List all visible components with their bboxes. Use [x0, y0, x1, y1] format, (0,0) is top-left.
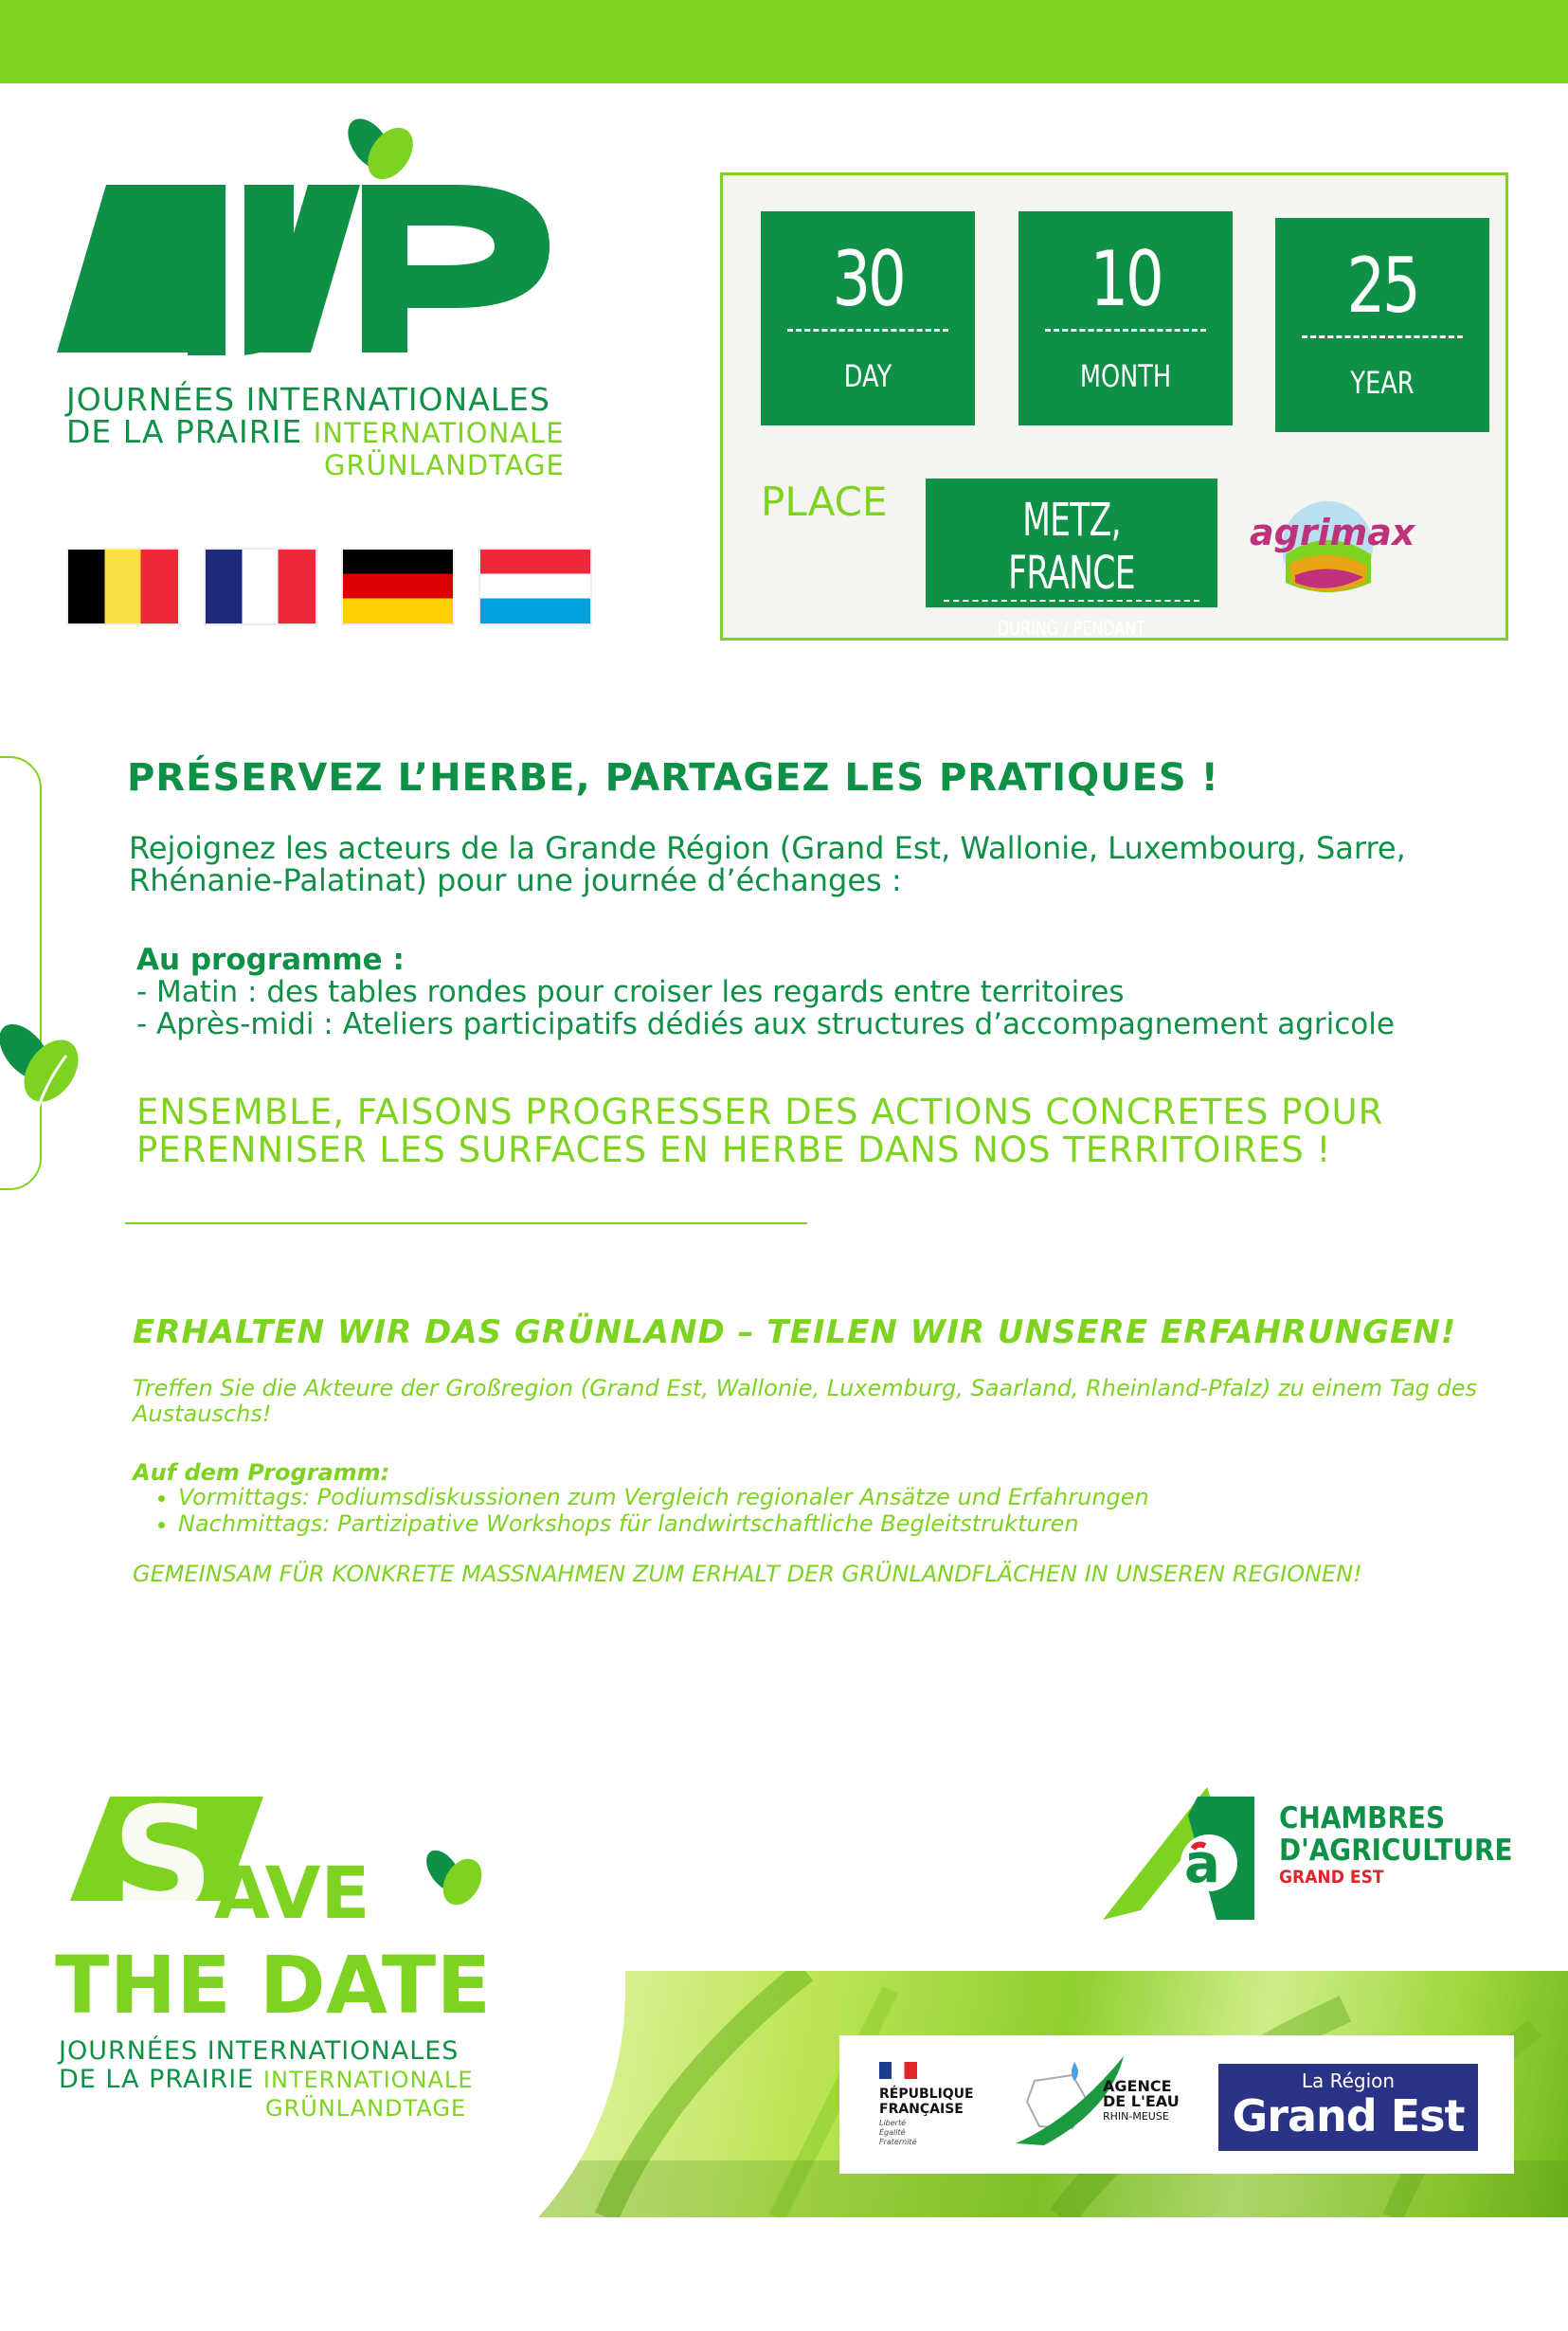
- marianne-flag-icon: [879, 2062, 917, 2079]
- svg-text:S: S: [112, 1797, 215, 1942]
- partner-logos: [839, 2035, 1514, 2174]
- region-line1: La Région: [1301, 2069, 1396, 2092]
- de-program-heading: Auf dem Programm:: [133, 1459, 390, 1486]
- fr-program-item: - Matin : des tables rondes pour croiser les regards entre territoires: [136, 975, 1125, 1009]
- save-the-date-logo: [55, 1797, 500, 2033]
- france-flag-icon: [206, 550, 315, 623]
- logo-name-line3: GRÜNLANDTAGE: [324, 449, 565, 481]
- de-program-item: • Nachmittags: Partizipative Workshops für landwirtschaftliche Begleitstrukturen: [178, 1510, 1542, 1537]
- month-tile: [1018, 211, 1233, 425]
- chambres-line2: D'AGRICULTURE: [1279, 1834, 1513, 1868]
- place-label: PLACE: [761, 479, 888, 525]
- fr-program-item: - Après-midi : Ateliers participatifs dédiés aux structures d’accompagnement agricole: [136, 1007, 1395, 1041]
- belgium-flag-icon: [68, 550, 178, 623]
- svg-text:a: a: [1184, 1834, 1220, 1895]
- rf-motto: Égalité: [879, 2128, 906, 2137]
- save-name-line2a: DE LA PRAIRIE: [59, 2065, 255, 2094]
- chambres-line1: CHAMBRES: [1279, 1801, 1446, 1835]
- logo-name-line2a: DE LA PRAIRIE: [66, 413, 303, 450]
- germany-flag-icon: [343, 550, 453, 623]
- agence-line: DE L'EAU: [1103, 2092, 1180, 2110]
- republique-francaise-logo: [879, 2062, 974, 2147]
- chambres-agriculture-name: [1279, 1802, 1513, 1888]
- agence-eau-name: [1103, 2079, 1180, 2124]
- day-label: DAY: [843, 358, 892, 394]
- rf-motto: Fraternité: [879, 2138, 917, 2146]
- place-city: METZ, FRANCE: [1008, 494, 1135, 600]
- chambres-line3: GRAND EST: [1279, 1867, 1384, 1888]
- de-program-item: • Vormittags: Podiumsdiskussionen zum Vergleich regionaler Ansätze und Erfahrungen: [178, 1484, 1542, 1510]
- logo-name: [66, 381, 597, 481]
- year-tile: [1275, 218, 1489, 432]
- rf-motto: Liberté: [879, 2119, 907, 2127]
- day-tile: [761, 211, 975, 425]
- luxembourg-flag-icon: [480, 550, 590, 623]
- rf-title: RÉPUBLIQUE: [879, 2087, 974, 2102]
- year-value: 25: [1346, 242, 1418, 330]
- event-info-panel: [720, 172, 1508, 641]
- de-program-list: [133, 1484, 1542, 1537]
- save-the-date-name: [59, 2037, 504, 2123]
- fr-program: [136, 944, 1501, 1040]
- month-label: MONTH: [1079, 358, 1172, 394]
- save-name-line1: JOURNÉES INTERNATIONALES: [59, 2036, 460, 2066]
- save-name-line2b: INTERNATIONALE: [262, 2067, 474, 2093]
- de-intro: Treffen Sie die Akteure der Großregion (Grand Est, Wallonie, Luxemburg, Saarland, Rheinland-Pfalz) zu einem Tag des Austauschs!: [133, 1375, 1478, 1427]
- place-tile: [926, 479, 1217, 640]
- year-label: YEAR: [1350, 365, 1415, 401]
- region-grand-est-logo: [1218, 2064, 1478, 2151]
- fr-program-heading: Au programme :: [136, 943, 405, 977]
- leaf-icon: [0, 1004, 85, 1118]
- agrimax-logo-text: agrimax: [1250, 512, 1415, 553]
- fr-intro: Rejoignez les acteurs de la Grande Région (Grand Est, Wallonie, Luxembourg, Sarre, Rhénanie-Palatinat) pour une journée d’échanges :: [129, 830, 1406, 898]
- save-line2: THE DATE: [55, 1939, 491, 2032]
- save-line1: AVE: [214, 1851, 370, 1935]
- agence-line: AGENCE: [1103, 2077, 1172, 2095]
- day-value: 30: [832, 235, 904, 323]
- top-banner: [0, 0, 1568, 83]
- side-bracket: [0, 756, 42, 1190]
- logo-name-line2b: INTERNATIONALE: [313, 417, 565, 449]
- de-call-to-action: GEMEINSAM FÜR KONKRETE MASSNAHMEN ZUM ERHALT DER GRÜNLANDFLÄCHEN IN UNSEREN REGIONEN!: [133, 1561, 1362, 1587]
- fr-title: PRÉSERVEZ L’HERBE, PARTAGEZ LES PRATIQUES !: [127, 756, 1219, 800]
- rf-title: FRANÇAISE: [879, 2102, 964, 2117]
- chambres-agriculture-logo: [1103, 1787, 1254, 1924]
- logo-name-line1: JOURNÉES INTERNATIONALES: [66, 381, 550, 418]
- agrimax-logo: [1242, 488, 1432, 602]
- fr-call-to-action: ENSEMBLE, FAISONS PROGRESSER DES ACTIONS CONCRETES POUR PERENNISER LES SURFACES EN HERBE DANS NOS TERRITOIRES !: [136, 1092, 1384, 1170]
- region-line2: Grand Est: [1232, 2090, 1465, 2141]
- jip-logo: [57, 104, 587, 360]
- month-value: 10: [1090, 235, 1162, 323]
- save-name-line3: GRÜNLANDTAGE: [265, 2095, 467, 2122]
- section-divider: [125, 1222, 807, 1224]
- de-title: ERHALTEN WIR DAS GRÜNLAND – TEILEN WIR UNSERE ERFAHRUNGEN!: [133, 1313, 1457, 1351]
- agence-line: RHIN-MEUSE: [1103, 2110, 1169, 2123]
- place-sub: DURING / PENDANT: [997, 617, 1146, 640]
